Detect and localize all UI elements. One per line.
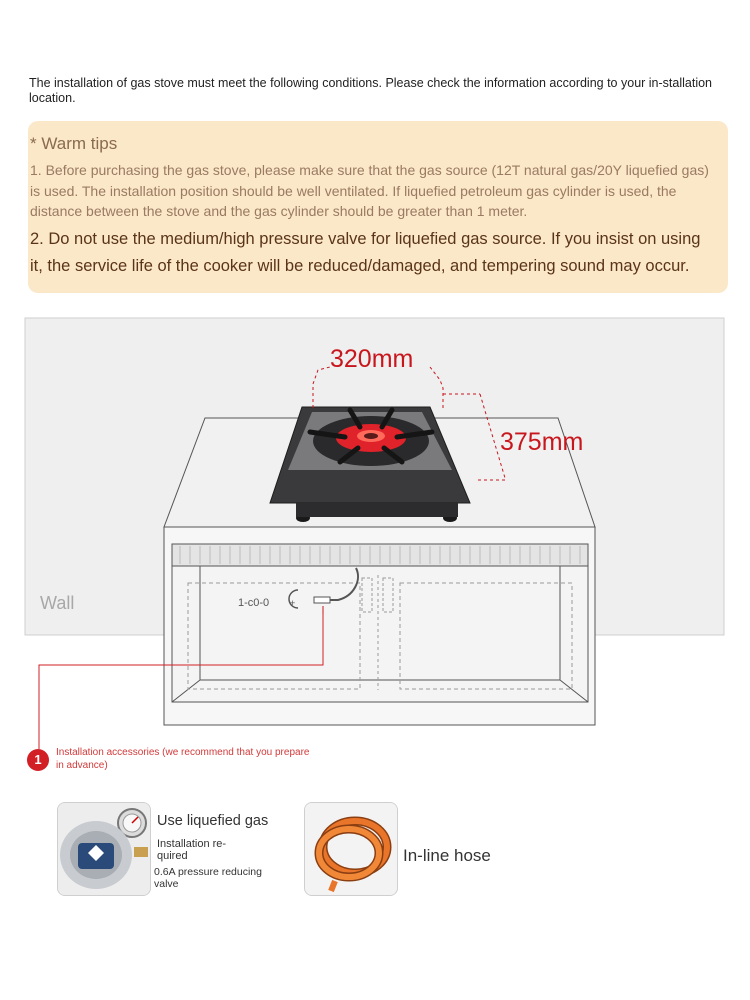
depth-label: 375mm — [500, 428, 584, 456]
rail-grooves — [180, 546, 580, 564]
wall-label: Wall — [40, 593, 75, 613]
pressure-regulator-icon — [58, 803, 150, 895]
warm-tips-title: * Warm tips — [30, 134, 118, 153]
regulator-required: Installation re-quired — [157, 838, 227, 862]
regulator-valve: 0.6A pressure reducing valve — [154, 866, 262, 890]
regulator-title: Use liquefied gas — [157, 813, 269, 829]
valve-label: 1-c0-0 — [238, 597, 270, 609]
width-label: 320mm — [330, 345, 414, 373]
gas-valve — [314, 597, 330, 603]
hose-icon — [305, 803, 397, 895]
warm-tip-1: 1. Before purchasing the gas stove, please make sure that the gas source (12T natural gas/20Y liquefied gas) is used. The installation position should be well ventilated. If liquefied petroleum gas cylinder is used, the distance between the stove and the gas cylinder should be greater than 1 meter. — [30, 162, 709, 219]
svg-text:+: + — [290, 598, 296, 608]
hose-thumbnail — [304, 802, 398, 896]
hose-title: In-line hose — [403, 846, 491, 865]
accessory-badge: 1 — [27, 749, 49, 771]
cabinet-opening — [172, 566, 588, 702]
accessory-caption: Installation accessories (we recommend that you prepare in advance) — [56, 747, 310, 771]
intro-text: The installation of gas stove must meet the following conditions. Please check the information according to your in-stallation location. — [29, 76, 713, 105]
regulator-thumbnail — [57, 802, 151, 896]
warm-tip-2: 2. Do not use the medium/high pressure valve for liquefied gas source. If you insist on using it, the service life of the cooker will be reduced/damaged, and tempering sound may occur. — [30, 229, 701, 275]
